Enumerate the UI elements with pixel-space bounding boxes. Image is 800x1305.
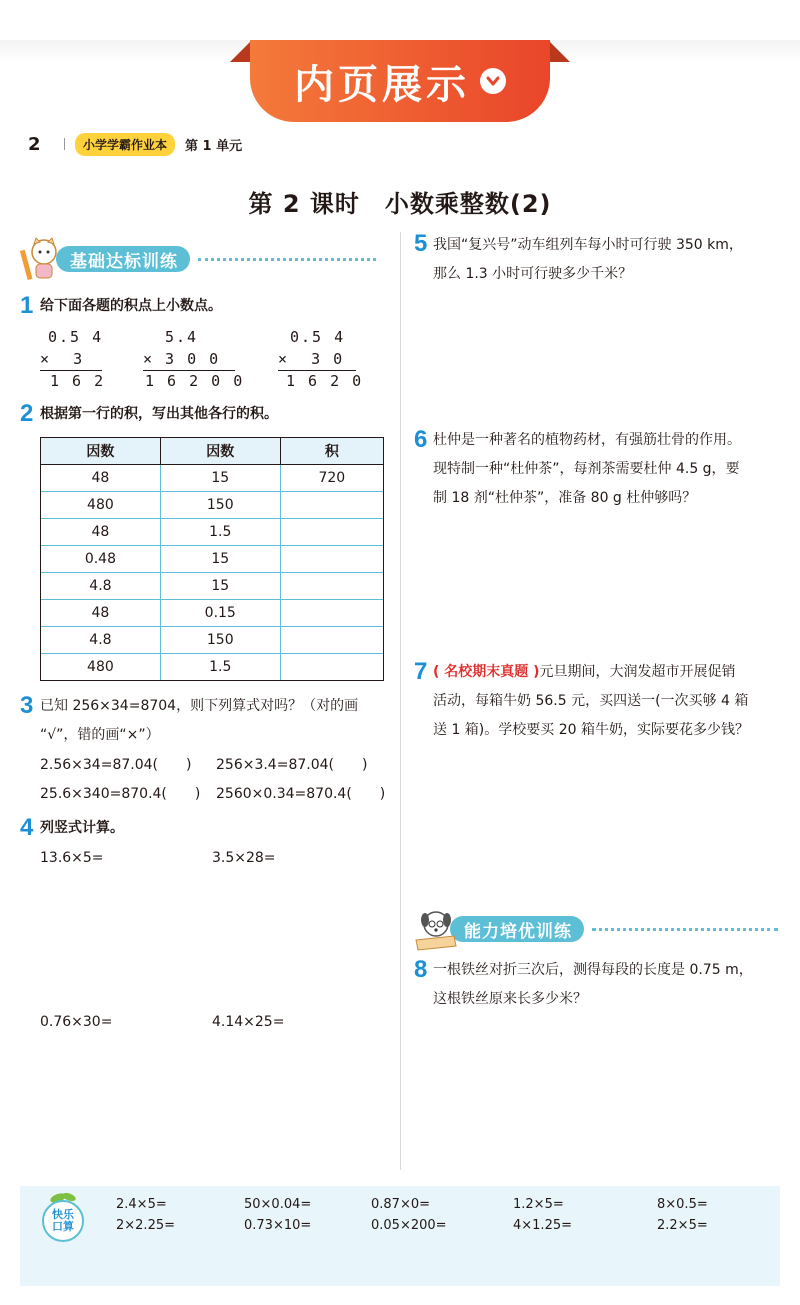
calc-rule xyxy=(40,370,102,371)
vertical-calc-3 xyxy=(278,326,364,392)
banner-fold-left xyxy=(230,40,252,62)
calc-item[interactable]: 13.6×5= xyxy=(40,850,104,866)
section-advanced-banner xyxy=(414,906,778,952)
answer-cell[interactable] xyxy=(280,654,383,681)
question-text: 列竖式计算。 xyxy=(40,820,124,836)
question-number: 5 xyxy=(414,230,428,257)
question-text-line1: 已知 256×34=8704，则下列算式对吗？（对的画 xyxy=(40,698,359,714)
judge-item[interactable]: 25.6×340=870.4( ) xyxy=(40,786,201,802)
question-text-line1: 杜仲是一种著名的植物药材，有强筋壮骨的作用。 xyxy=(433,432,741,448)
question-number: 7 xyxy=(414,658,428,685)
column-header: 因数 xyxy=(41,438,161,465)
table-cell: 480 xyxy=(41,654,161,681)
chevron-down-icon[interactable] xyxy=(480,68,506,94)
question-text-line3: 送 1 箱)。学校要买 20 箱牛奶，实际要花多少钱？ xyxy=(433,722,749,738)
quick-item[interactable]: 1.2×5= xyxy=(513,1197,564,1212)
question-text-line1: 一根铁丝对折三次后，测得每段的长度是 0.75 m， xyxy=(433,962,753,978)
page-number: 2 xyxy=(28,133,41,155)
quick-item[interactable]: 0.05×200= xyxy=(371,1218,447,1233)
banner-fold-right xyxy=(548,40,570,62)
quick-item[interactable]: 0.87×0= xyxy=(371,1197,431,1212)
answer-cell[interactable] xyxy=(280,600,383,627)
column-divider xyxy=(400,232,401,1170)
question-number: 3 xyxy=(20,692,34,719)
exam-source-tag: ( 名校期末真题 ) xyxy=(433,664,540,680)
calc-result: 1 6 2 xyxy=(50,372,106,390)
question-number: 2 xyxy=(20,400,34,427)
column-header: 积 xyxy=(280,438,383,465)
quick-item[interactable]: 0.73×10= xyxy=(244,1218,312,1233)
quick-item[interactable]: 4×1.25= xyxy=(513,1218,573,1233)
badge-line1: 快乐 xyxy=(52,1208,74,1221)
section-basic-title: 基础达标训练 xyxy=(56,246,190,272)
quick-item[interactable]: 50×0.04= xyxy=(244,1197,312,1212)
calc-top: 5.4 xyxy=(165,328,199,346)
calc-result: 1 6 2 0 xyxy=(286,372,364,390)
cat-mascot-icon xyxy=(20,236,64,282)
table-row xyxy=(41,492,384,519)
judge-item[interactable]: 2560×0.34=870.4( ) xyxy=(216,786,386,802)
question-text: 给下面各题的积点上小数点。 xyxy=(40,298,222,314)
table-cell: 4.8 xyxy=(41,627,161,654)
quick-item[interactable]: 2×2.25= xyxy=(116,1218,176,1233)
dog-mascot-icon xyxy=(414,906,458,952)
table-cell: 1.5 xyxy=(160,654,280,681)
calc-rule xyxy=(143,370,235,371)
calc-multiplier: × 3 0 0 xyxy=(143,350,221,368)
question-number: 6 xyxy=(414,426,428,453)
answer-cell[interactable] xyxy=(280,573,383,600)
badge-line2: 口算 xyxy=(52,1220,74,1233)
question-text-line2: 这根铁丝原来长多少米？ xyxy=(433,991,587,1007)
question-text-line1: 元旦期间，大润发超市开展促销 xyxy=(539,664,736,680)
question-text-line2: 活动，每箱牛奶 56.5 元，买四送一(一次买够 4 箱 xyxy=(433,693,749,709)
question-text-line2: 那么 1.3 小时可行驶多少千米？ xyxy=(433,266,633,282)
banner-ribbon xyxy=(250,40,550,122)
question-text-line1: 我国“复兴号”动车组列车每小时可行驶 350 km， xyxy=(433,237,743,253)
table-row xyxy=(41,519,384,546)
table-cell: 150 xyxy=(160,627,280,654)
question-line1 xyxy=(433,658,736,687)
answer-cell[interactable] xyxy=(280,519,383,546)
quick-calc-box xyxy=(20,1186,780,1286)
question-number: 1 xyxy=(20,292,34,319)
table-row xyxy=(41,654,384,681)
calc-rule xyxy=(278,370,356,371)
table-cell: 4.8 xyxy=(41,573,161,600)
quick-item[interactable]: 2.2×5= xyxy=(657,1218,708,1233)
table-cell: 48 xyxy=(41,519,161,546)
lesson-title: 第 2 课时 小数乘整数(2) xyxy=(248,190,552,218)
section-dots xyxy=(198,258,376,261)
table-cell: 48 xyxy=(41,465,161,492)
unit-label: 第 1 单元 xyxy=(185,138,243,154)
question-text-line2: 现特制一种“杜仲茶”，每剂茶需要杜仲 4.5 g，要 xyxy=(433,461,740,477)
answer-cell[interactable] xyxy=(280,492,383,519)
table-cell: 15 xyxy=(160,546,280,573)
calc-multiplier: × 3 xyxy=(40,350,85,368)
table-row xyxy=(41,465,384,492)
question-text-line3: 制 18 剂“杜仲茶”，准备 80 g 杜仲够吗？ xyxy=(433,490,697,506)
vertical-calc-1 xyxy=(40,326,106,392)
calc-item[interactable]: 3.5×28= xyxy=(212,850,276,866)
calc-item[interactable]: 4.14×25= xyxy=(212,1014,285,1030)
judge-item[interactable]: 2.56×34=87.04( ) xyxy=(40,757,192,773)
quick-calc-badge xyxy=(42,1200,84,1242)
question-number: 4 xyxy=(20,814,34,841)
calc-result: 1 6 2 0 0 xyxy=(145,372,245,390)
table-cell: 15 xyxy=(160,573,280,600)
header-divider xyxy=(64,138,65,150)
table-cell: 720 xyxy=(280,465,383,492)
page-header xyxy=(28,132,242,156)
table-cell: 1.5 xyxy=(160,519,280,546)
calc-top: 0.5 4 xyxy=(290,328,346,346)
calc-item[interactable]: 0.76×30= xyxy=(40,1014,113,1030)
table-cell: 0.15 xyxy=(160,600,280,627)
question-text-line2: “√”，错的画“×”） xyxy=(40,727,160,743)
question-text: 根据第一行的积，写出其他各行的积。 xyxy=(40,406,278,422)
quick-item[interactable]: 8×0.5= xyxy=(657,1197,708,1212)
table-row xyxy=(41,573,384,600)
judge-item[interactable]: 256×3.4=87.04( ) xyxy=(216,757,368,773)
table-cell: 48 xyxy=(41,600,161,627)
table-cell: 15 xyxy=(160,465,280,492)
vertical-calc-2 xyxy=(143,326,245,392)
section-advanced-title: 能力培优训练 xyxy=(450,916,584,942)
section-basic-banner xyxy=(20,236,376,282)
table-cell: 0.48 xyxy=(41,546,161,573)
answer-cell[interactable] xyxy=(280,546,383,573)
quick-item[interactable]: 2.4×5= xyxy=(116,1197,167,1212)
section-dots xyxy=(592,928,778,931)
calc-top: 0.5 4 xyxy=(48,328,104,346)
book-name-badge: 小学学霸作业本 xyxy=(75,133,175,156)
question-number: 8 xyxy=(414,956,428,983)
table-row xyxy=(41,546,384,573)
answer-cell[interactable] xyxy=(280,627,383,654)
table-cell: 150 xyxy=(160,492,280,519)
banner-title: 内页展示 xyxy=(294,61,470,108)
table-row xyxy=(41,600,384,627)
column-header: 因数 xyxy=(160,438,280,465)
factor-product-table xyxy=(40,437,384,681)
table-cell: 480 xyxy=(41,492,161,519)
header-banner xyxy=(0,0,800,130)
calc-multiplier: × 3 0 xyxy=(278,350,345,368)
table-row xyxy=(41,627,384,654)
table-header-row xyxy=(41,438,384,465)
